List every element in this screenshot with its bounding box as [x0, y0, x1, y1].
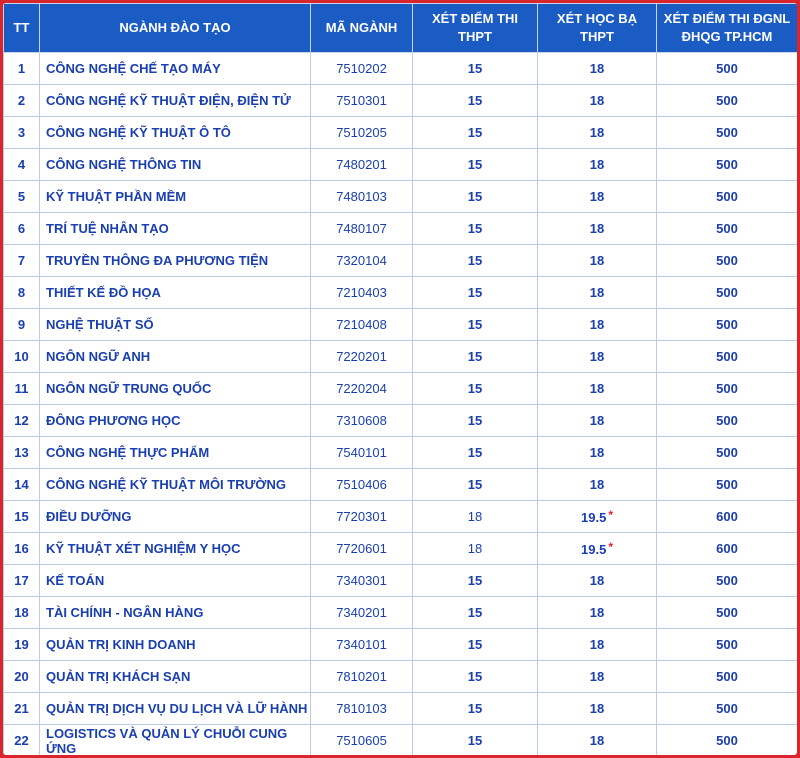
major-code-text: 7480201	[336, 157, 387, 172]
dgnl-score-text: 500	[716, 413, 738, 428]
row-number	[4, 85, 40, 117]
major-name	[40, 565, 311, 597]
table-row	[4, 213, 798, 245]
dgnl-score-text: 500	[716, 445, 738, 460]
dgnl-score	[657, 53, 798, 85]
hocba-score-text: 18	[589, 477, 605, 492]
hocba-score	[538, 533, 657, 565]
row-number	[4, 661, 40, 693]
hocba-score-text: 18	[589, 413, 605, 428]
hocba-score-text: 18	[589, 93, 605, 108]
major-name	[40, 149, 311, 181]
major-name-text: TRUYỀN THÔNG ĐA PHƯƠNG TIỆN	[46, 253, 269, 268]
major-name-text: NGÔN NGỮ ANH	[46, 349, 151, 364]
thpt-score	[413, 85, 538, 117]
hocba-score-text: 18	[589, 637, 605, 652]
major-name	[40, 661, 311, 693]
dgnl-score	[657, 149, 798, 181]
major-code	[311, 373, 413, 405]
hocba-score-text: 18	[589, 317, 605, 332]
thpt-score-text: 15	[467, 93, 483, 108]
thpt-score-text: 15	[467, 445, 483, 460]
major-code	[311, 725, 413, 756]
hocba-score-text: 18	[589, 445, 605, 460]
row-number-text: 21	[14, 701, 29, 716]
hocba-score-text: 18	[589, 349, 605, 364]
thpt-score-text: 15	[467, 381, 483, 396]
thpt-score-text: 18	[467, 509, 483, 524]
header-thpt: XÉT ĐIỂM THI THPT	[413, 4, 538, 53]
row-number-text: 15	[14, 509, 29, 524]
dgnl-score	[657, 213, 798, 245]
header-code: MÃ NGÀNH	[311, 4, 413, 53]
hocba-score-text: 18	[589, 253, 605, 268]
major-code-text: 7320104	[336, 253, 387, 268]
hocba-score	[538, 501, 657, 533]
thpt-score-text: 15	[467, 349, 483, 364]
dgnl-score	[657, 245, 798, 277]
major-name-text: CÔNG NGHỆ KỸ THUẬT ĐIỆN, ĐIỆN TỬ	[46, 93, 291, 108]
thpt-score	[413, 565, 538, 597]
row-number	[4, 565, 40, 597]
table-row	[4, 533, 798, 565]
major-code	[311, 277, 413, 309]
thpt-score-text: 15	[467, 605, 483, 620]
hocba-score-text: 19.5	[581, 542, 607, 557]
hocba-score-text: 18	[589, 381, 605, 396]
dgnl-score-text: 500	[716, 605, 738, 620]
hocba-score	[538, 437, 657, 469]
row-number-text: 6	[17, 221, 26, 236]
major-code	[311, 117, 413, 149]
row-number-text: 17	[14, 573, 29, 588]
hocba-score	[538, 629, 657, 661]
row-number	[4, 629, 40, 661]
hocba-score-text: 18	[589, 573, 605, 588]
thpt-score-text: 15	[467, 221, 483, 236]
major-code-text: 7220204	[336, 381, 387, 396]
header-hocba: XÉT HỌC BẠ THPT	[538, 4, 657, 53]
table-row	[4, 309, 798, 341]
dgnl-score-text: 500	[716, 349, 738, 364]
dgnl-score	[657, 725, 798, 756]
major-name	[40, 693, 311, 725]
hocba-score-text: 18	[589, 285, 605, 300]
row-number-text: 18	[14, 605, 29, 620]
table-header-row	[4, 4, 798, 53]
major-name-text: NGHỆ THUẬT SỐ	[46, 317, 154, 332]
major-name	[40, 213, 311, 245]
table-row	[4, 693, 798, 725]
major-name	[40, 341, 311, 373]
dgnl-score-text: 500	[716, 61, 738, 76]
major-name-text: QUẢN TRỊ KINH DOANH	[46, 637, 196, 652]
major-name-text: CÔNG NGHỆ THỰC PHẨM	[46, 445, 210, 460]
row-number-text: 2	[17, 93, 26, 108]
major-code	[311, 405, 413, 437]
hocba-score	[538, 149, 657, 181]
thpt-score-text: 15	[467, 317, 483, 332]
dgnl-score-text: 500	[716, 157, 738, 172]
major-code	[311, 661, 413, 693]
row-number	[4, 725, 40, 756]
dgnl-score-text: 600	[716, 509, 738, 524]
major-name-text: TRÍ TUỆ NHÂN TẠO	[46, 221, 169, 236]
table-row	[4, 85, 798, 117]
row-number	[4, 149, 40, 181]
dgnl-score	[657, 565, 798, 597]
thpt-score-text: 15	[467, 253, 483, 268]
row-number	[4, 533, 40, 565]
hocba-score	[538, 565, 657, 597]
major-code	[311, 469, 413, 501]
dgnl-score	[657, 469, 798, 501]
thpt-score	[413, 149, 538, 181]
table-row	[4, 501, 798, 533]
thpt-score	[413, 373, 538, 405]
major-name-text: CÔNG NGHỆ CHẾ TẠO MÁY	[46, 61, 221, 76]
thpt-score-text: 15	[467, 413, 483, 428]
dgnl-score	[657, 693, 798, 725]
row-number	[4, 53, 40, 85]
hocba-score	[538, 213, 657, 245]
major-name-text: CÔNG NGHỆ KỸ THUẬT Ô TÔ	[46, 125, 231, 140]
major-code	[311, 149, 413, 181]
thpt-score	[413, 725, 538, 756]
major-code-text: 7510406	[336, 477, 387, 492]
thpt-score-text: 15	[467, 285, 483, 300]
thpt-score-text: 15	[467, 61, 483, 76]
major-name	[40, 597, 311, 629]
row-number	[4, 213, 40, 245]
dgnl-score	[657, 597, 798, 629]
dgnl-score-text: 500	[716, 253, 738, 268]
thpt-score	[413, 53, 538, 85]
major-code-text: 7480103	[336, 189, 387, 204]
row-number	[4, 501, 40, 533]
hocba-score	[538, 597, 657, 629]
row-number-text: 19	[14, 637, 29, 652]
major-name	[40, 469, 311, 501]
dgnl-score	[657, 117, 798, 149]
dgnl-score-text: 500	[716, 477, 738, 492]
thpt-score-text: 15	[467, 573, 483, 588]
hocba-score-text: 18	[589, 189, 605, 204]
major-name	[40, 117, 311, 149]
row-number-text: 5	[17, 189, 26, 204]
major-name	[40, 725, 311, 756]
dgnl-score	[657, 405, 798, 437]
major-code	[311, 53, 413, 85]
thpt-score	[413, 341, 538, 373]
row-number	[4, 117, 40, 149]
thpt-score	[413, 693, 538, 725]
thpt-score-text: 15	[467, 157, 483, 172]
hocba-score	[538, 181, 657, 213]
hocba-score	[538, 725, 657, 756]
table-row	[4, 53, 798, 85]
major-code	[311, 309, 413, 341]
major-name	[40, 533, 311, 565]
major-code	[311, 213, 413, 245]
row-number-text: 14	[14, 477, 29, 492]
table-row	[4, 597, 798, 629]
thpt-score	[413, 117, 538, 149]
major-name-text: ĐÔNG PHƯƠNG HỌC	[46, 413, 181, 428]
major-code-text: 7220201	[336, 349, 387, 364]
hocba-score	[538, 693, 657, 725]
row-number-text: 3	[17, 125, 26, 140]
row-number-text: 22	[14, 733, 29, 748]
hocba-score	[538, 373, 657, 405]
row-number	[4, 437, 40, 469]
major-code	[311, 565, 413, 597]
hocba-score-text: 19.5	[581, 510, 607, 525]
major-code-text: 7340201	[336, 605, 387, 620]
dgnl-score-text: 500	[716, 381, 738, 396]
dgnl-score-text: 600	[716, 541, 738, 556]
dgnl-score-text: 500	[716, 701, 738, 716]
hocba-score	[538, 85, 657, 117]
dgnl-score	[657, 309, 798, 341]
major-code	[311, 245, 413, 277]
header-tt: TT	[4, 4, 40, 53]
major-code	[311, 533, 413, 565]
table-body	[4, 53, 798, 756]
hocba-score-text: 18	[589, 157, 605, 172]
row-number-text: 16	[14, 541, 29, 556]
thpt-score	[413, 501, 538, 533]
major-name-text: ĐIỀU DƯỠNG	[46, 509, 132, 524]
major-code-text: 7340301	[336, 573, 387, 588]
table-row	[4, 565, 798, 597]
hocba-score	[538, 277, 657, 309]
row-number	[4, 181, 40, 213]
major-name-text: QUẢN TRỊ KHÁCH SẠN	[46, 669, 191, 684]
thpt-score	[413, 213, 538, 245]
row-number-text: 12	[14, 413, 29, 428]
dgnl-score	[657, 373, 798, 405]
major-code-text: 7510301	[336, 93, 387, 108]
dgnl-score	[657, 181, 798, 213]
hocba-score-text: 18	[589, 669, 605, 684]
header-dgnl: XÉT ĐIỂM THI ĐGNL ĐHQG TP.HCM	[657, 4, 798, 53]
table-row	[4, 725, 798, 756]
major-code-text: 7210408	[336, 317, 387, 332]
table-row	[4, 181, 798, 213]
major-code	[311, 693, 413, 725]
hocba-score-text: 18	[589, 61, 605, 76]
dgnl-score-text: 500	[716, 125, 738, 140]
table-row	[4, 469, 798, 501]
table-row	[4, 277, 798, 309]
hocba-score-text: 18	[589, 701, 605, 716]
major-name	[40, 405, 311, 437]
major-name-text: THIẾT KẾ ĐỒ HỌA	[46, 285, 161, 300]
major-code-text: 7810201	[336, 669, 387, 684]
row-number	[4, 341, 40, 373]
thpt-score-text: 15	[467, 637, 483, 652]
thpt-score	[413, 597, 538, 629]
hocba-score	[538, 341, 657, 373]
major-code	[311, 341, 413, 373]
major-code-text: 7720301	[336, 509, 387, 524]
dgnl-score	[657, 85, 798, 117]
hocba-score	[538, 245, 657, 277]
dgnl-score-text: 500	[716, 637, 738, 652]
row-number	[4, 245, 40, 277]
dgnl-score-text: 500	[716, 221, 738, 236]
thpt-score-text: 15	[467, 669, 483, 684]
thpt-score-text: 15	[467, 125, 483, 140]
thpt-score-text: 18	[467, 541, 483, 556]
dgnl-score-text: 500	[716, 573, 738, 588]
row-number-text: 20	[14, 669, 29, 684]
thpt-score-text: 15	[467, 477, 483, 492]
hocba-score-text: 18	[589, 605, 605, 620]
table-row	[4, 405, 798, 437]
row-number	[4, 469, 40, 501]
row-number-text: 4	[17, 157, 26, 172]
thpt-score	[413, 181, 538, 213]
major-code-text: 7510205	[336, 125, 387, 140]
asterisk-marker: *	[608, 540, 613, 554]
major-code	[311, 85, 413, 117]
major-code-text: 7510605	[336, 733, 387, 748]
hocba-score-text: 18	[589, 125, 605, 140]
dgnl-score-text: 500	[716, 189, 738, 204]
table-row	[4, 629, 798, 661]
dgnl-score-text: 500	[716, 733, 738, 748]
major-code-text: 7210403	[336, 285, 387, 300]
major-code	[311, 501, 413, 533]
major-name-text: KỸ THUẬT PHẦN MỀM	[46, 189, 187, 204]
hocba-score	[538, 405, 657, 437]
header-major: NGÀNH ĐÀO TẠO	[40, 4, 311, 53]
table-row	[4, 149, 798, 181]
row-number	[4, 309, 40, 341]
table-row	[4, 341, 798, 373]
row-number	[4, 693, 40, 725]
row-number-text: 9	[17, 317, 26, 332]
dgnl-score	[657, 501, 798, 533]
thpt-score-text: 15	[467, 733, 483, 748]
thpt-score	[413, 437, 538, 469]
table-row	[4, 373, 798, 405]
row-number-text: 13	[14, 445, 29, 460]
major-code-text: 7540101	[336, 445, 387, 460]
major-name	[40, 309, 311, 341]
major-name	[40, 629, 311, 661]
row-number	[4, 373, 40, 405]
thpt-score	[413, 661, 538, 693]
dgnl-score	[657, 661, 798, 693]
row-number	[4, 277, 40, 309]
hocba-score-text: 18	[589, 733, 605, 748]
major-name	[40, 85, 311, 117]
hocba-score	[538, 117, 657, 149]
major-name-text: CÔNG NGHỆ KỸ THUẬT MÔI TRƯỜNG	[46, 477, 286, 492]
row-number-text: 7	[17, 253, 26, 268]
thpt-score	[413, 405, 538, 437]
major-code-text: 7340101	[336, 637, 387, 652]
dgnl-score	[657, 277, 798, 309]
admission-score-table	[3, 3, 797, 755]
major-code-text: 7510202	[336, 61, 387, 76]
major-code-text: 7480107	[336, 221, 387, 236]
major-name-text: CÔNG NGHỆ THÔNG TIN	[46, 157, 202, 172]
major-code-text: 7720601	[336, 541, 387, 556]
table-row	[4, 245, 798, 277]
table-frame	[3, 3, 797, 755]
dgnl-score-text: 500	[716, 285, 738, 300]
major-name	[40, 437, 311, 469]
hocba-score	[538, 309, 657, 341]
major-code	[311, 629, 413, 661]
thpt-score-text: 15	[467, 189, 483, 204]
thpt-score	[413, 245, 538, 277]
major-name-text: LOGISTICS VÀ QUẢN LÝ CHUỖI CUNG ỨNG	[46, 725, 288, 755]
table-row	[4, 117, 798, 149]
thpt-score	[413, 277, 538, 309]
dgnl-score-text: 500	[716, 669, 738, 684]
row-number-text: 10	[14, 349, 29, 364]
major-name	[40, 277, 311, 309]
major-code-text: 7810103	[336, 701, 387, 716]
major-name	[40, 53, 311, 85]
major-name-text: NGÔN NGỮ TRUNG QUỐC	[46, 381, 212, 396]
dgnl-score-text: 500	[716, 93, 738, 108]
major-code-text: 7310608	[336, 413, 387, 428]
major-name-text: KẾ TOÁN	[46, 573, 105, 588]
major-name-text: QUẢN TRỊ DỊCH VỤ DU LỊCH VÀ LỮ HÀNH	[46, 701, 308, 716]
row-number-text: 8	[17, 285, 26, 300]
row-number	[4, 405, 40, 437]
major-name-text: TÀI CHÍNH - NGÂN HÀNG	[46, 605, 204, 620]
dgnl-score	[657, 341, 798, 373]
dgnl-score	[657, 437, 798, 469]
table-row	[4, 437, 798, 469]
major-code	[311, 437, 413, 469]
table-row	[4, 661, 798, 693]
dgnl-score	[657, 629, 798, 661]
thpt-score	[413, 629, 538, 661]
row-number	[4, 597, 40, 629]
hocba-score	[538, 469, 657, 501]
row-number-text: 11	[14, 381, 29, 396]
thpt-score-text: 15	[467, 701, 483, 716]
row-number-text: 1	[17, 61, 26, 76]
dgnl-score	[657, 533, 798, 565]
major-name	[40, 501, 311, 533]
thpt-score	[413, 309, 538, 341]
dgnl-score-text: 500	[716, 317, 738, 332]
major-name	[40, 373, 311, 405]
major-code	[311, 181, 413, 213]
major-name-text: KỸ THUẬT XÉT NGHIỆM Y HỌC	[46, 541, 241, 556]
major-name	[40, 245, 311, 277]
asterisk-marker: *	[608, 508, 613, 522]
major-name	[40, 181, 311, 213]
thpt-score	[413, 469, 538, 501]
hocba-score	[538, 53, 657, 85]
thpt-score	[413, 533, 538, 565]
hocba-score	[538, 661, 657, 693]
major-code	[311, 597, 413, 629]
hocba-score-text: 18	[589, 221, 605, 236]
